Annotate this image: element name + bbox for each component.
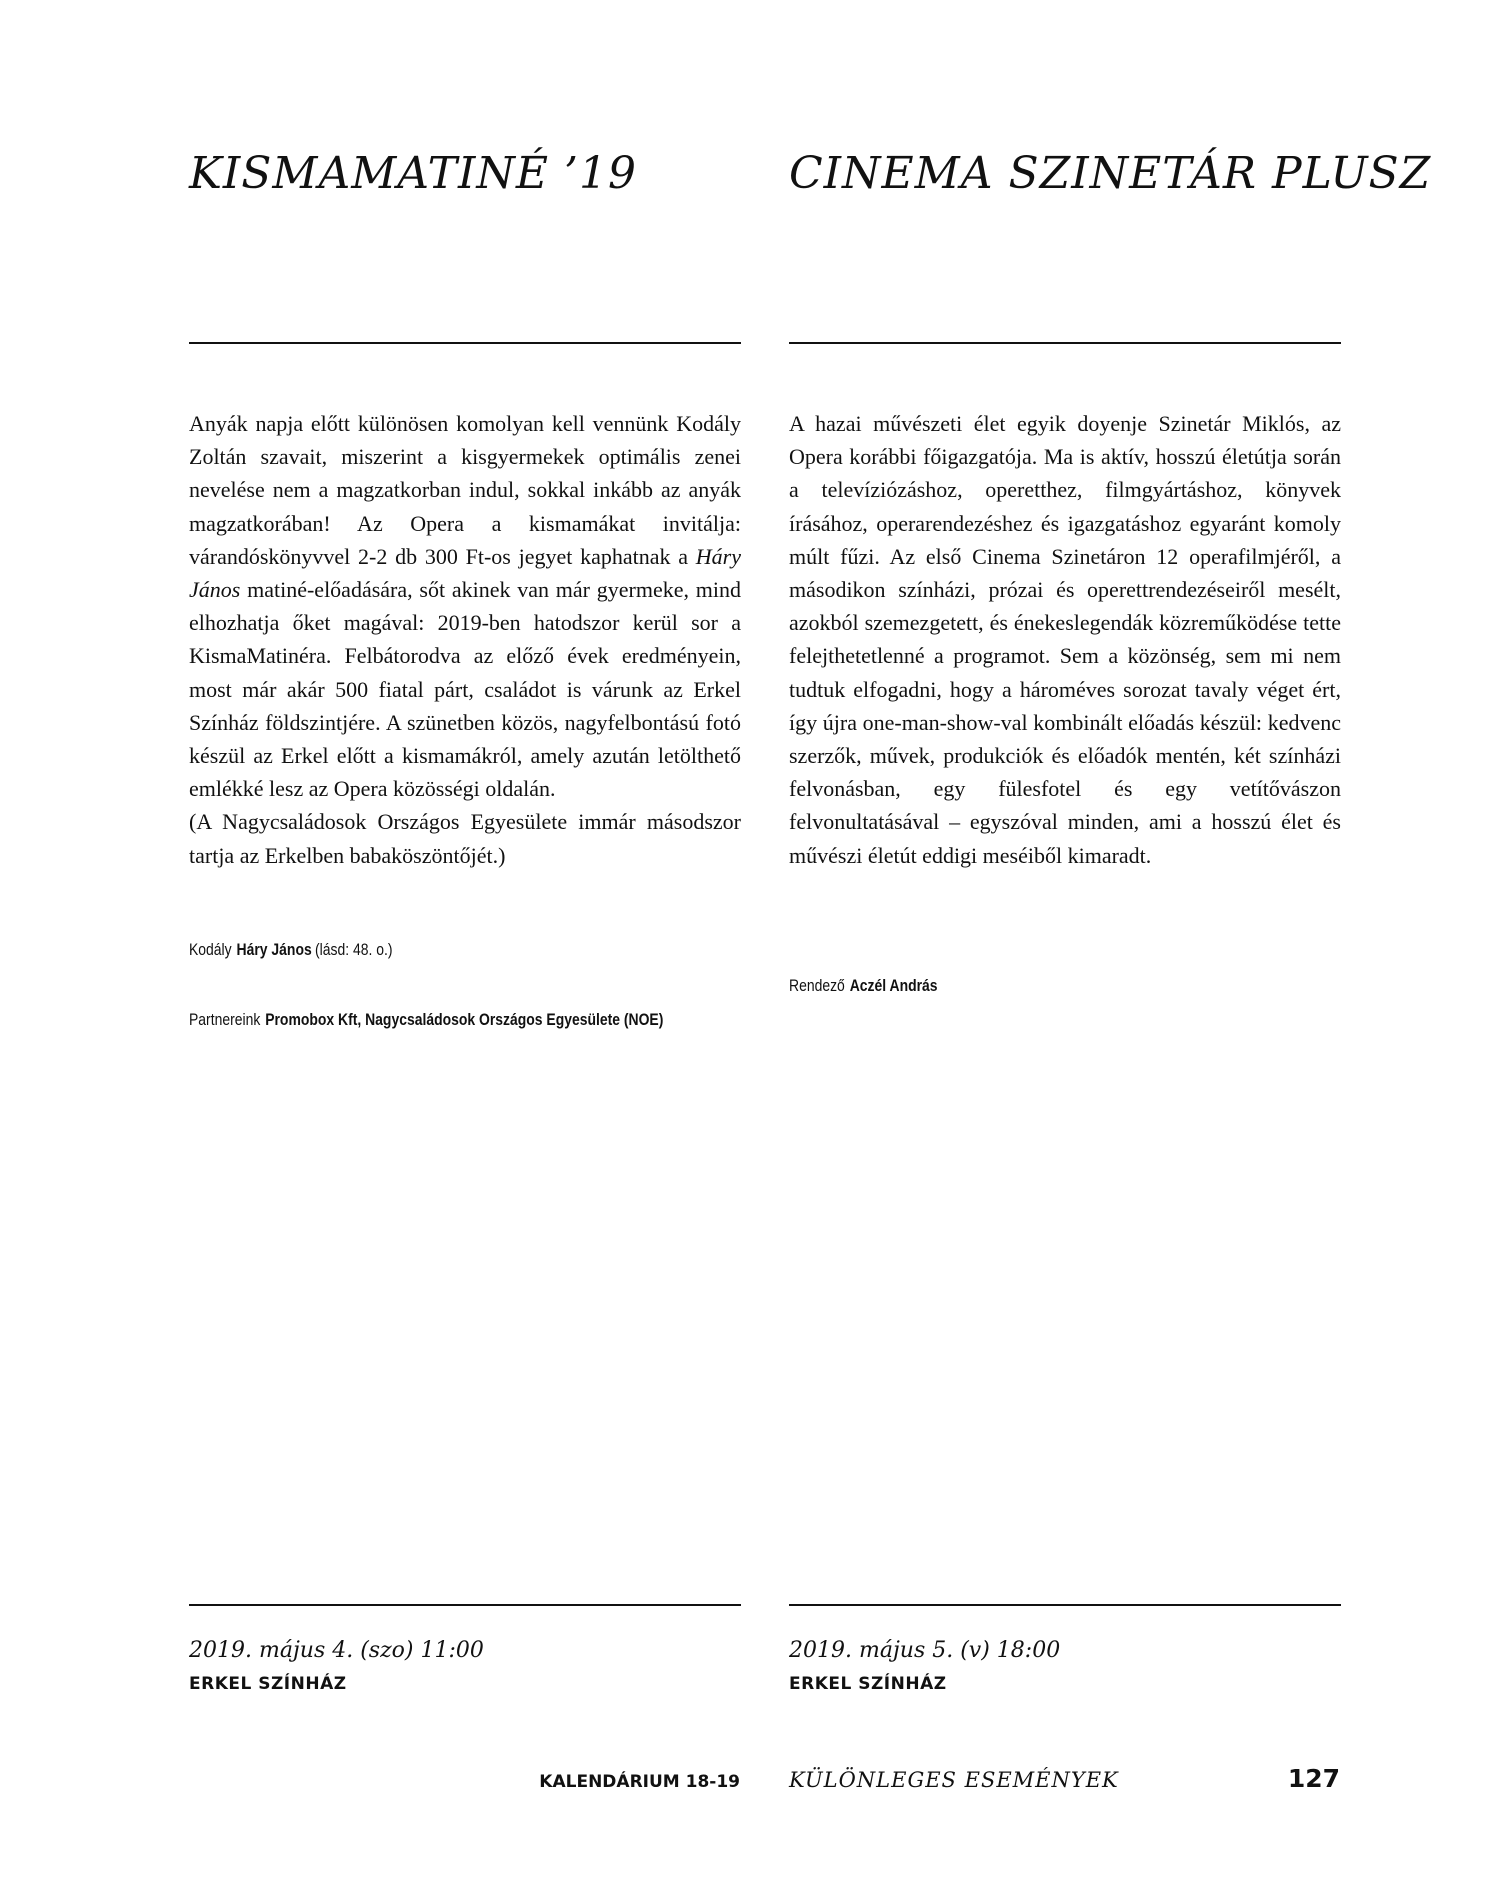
credit-value: Promobox Kft, Nagycsaládosok Országos Egyesülete (NOE) [265, 1010, 664, 1029]
date-divider [789, 1604, 1341, 1606]
description-text: Anyák napja előtt különösen komolyan kell vennünk Kodály Zoltán szavait, miszerint a kisgyermekek optimális zenei nevelése nem a magzatkorban indul, sokkal inkább az anyák magzatkorában! Az Opera a kismamákat invitálja: várandóskönyvvel 2-2 db 300 Ft-os jegyet kaphatnak a [189, 411, 741, 569]
credit-label: Rendező [789, 976, 845, 995]
description-paragraph: A hazai művészeti élet egyik doyenje Szinetár Miklós, az Opera korábbi főigazgatója. Ma is aktív, hosszú életútja során a televíziózáshoz, operetthez, filmgyártáshoz, könyvek írásához, operarendezéshez és igazgatáshoz egyaránt komoly múlt fűzi. Az első Cinema Szinetáron 12 operafilmjéről, a másodikon színházi, prózai és operettrendezéseiről mesélt, azokból szemezgetett, és énekeslegendák közreműködése tette felejthetetlenné a programot. Sem a közönség, sem mi nem tudtuk elfogadni, hogy a hároméves sorozat tavaly véget ért, így újra one-man-show-val kombinált előadás készül: kedvenc szerzők, művek, produkciók és előadók mentén, két színházi felvonásban, egy fülesfotel és egy vetítővászon felvonultatásával – egyszóval minden, ami a hosszú élet és művészi életút eddigi meséiből kimaradt. [789, 411, 1341, 868]
event-title: CINEMA SZINETÁR PLUSZ [789, 148, 1432, 199]
description-note: (A Nagycsaládosok Országos Egyesülete immár másodszor tartja az Erkelben babaköszöntőjét.) [189, 809, 741, 868]
credit-label: Partnereink [189, 1010, 261, 1029]
credit-value: Háry János [236, 940, 312, 959]
work-credit [189, 940, 642, 960]
event-venue: ERKEL SZÍNHÁZ [189, 1674, 347, 1694]
title-divider [789, 342, 1341, 344]
date-divider [189, 1604, 741, 1606]
event-description [789, 407, 1341, 872]
partners-credit [189, 1010, 664, 1030]
event-description [189, 407, 741, 872]
description-paragraph [189, 407, 741, 805]
credit-note: (lásd: 48. o.) [314, 940, 393, 959]
event-date: 2019. május 4. (szo) 11:00 [189, 1638, 484, 1663]
right-event-column [789, 0, 1432, 1890]
credit-value: Aczél András [849, 976, 938, 995]
description-text-continued: matiné-előadására, sőt akinek van már gyermeke, mind elhozhatja őket magával: 2019-ben hatodszor kerül sor a KismaMatinéra. Felbátorodva az előző évek eredményein, most már akár 500 fiatal párt, családot is várunk az Erkel Színház földszintjére. A szünetben közös, nagyfelbontású fotó készül az Erkel előtt a kismamákról, amely azután letölthető emlékké lesz az Opera közösségi oldalán. [189, 577, 741, 802]
publication-name: KALENDÁRIUM 18-19 [539, 1772, 740, 1792]
director-credit [789, 976, 1242, 996]
event-venue: ERKEL SZÍNHÁZ [789, 1674, 947, 1694]
event-title: KISMAMATINÉ ’19 [189, 148, 637, 199]
credit-label: Kodály [189, 940, 232, 959]
left-event-column [189, 0, 741, 1890]
title-divider [189, 342, 741, 344]
work-title: Háry János [189, 543, 741, 603]
section-name: KÜLÖNLEGES ESEMÉNYEK [789, 1768, 1119, 1792]
event-date: 2019. május 5. (v) 18:00 [789, 1638, 1061, 1663]
page-number: 127 [1287, 1764, 1340, 1793]
